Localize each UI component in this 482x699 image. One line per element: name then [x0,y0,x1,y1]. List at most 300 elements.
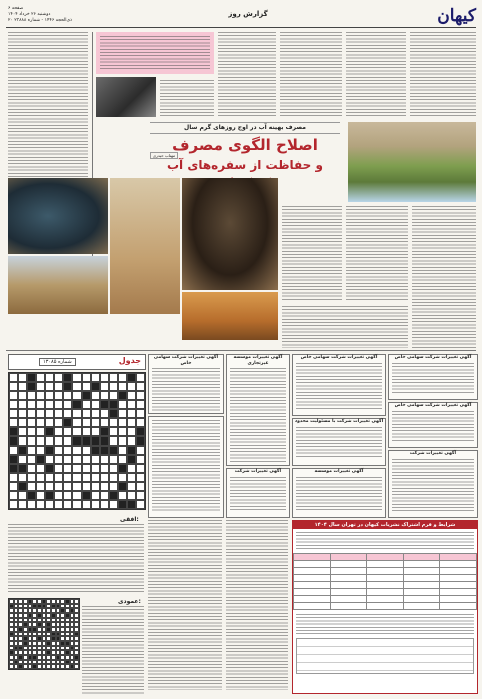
subscription-row [294,561,477,568]
feature-headline-2: و حفاظت از سفره‌های آب [167,158,323,172]
ad-title-9: آگهی تغییرات شرکت سهامی خاص [153,355,219,366]
crossword-cell[interactable] [36,464,45,473]
crossword-cell[interactable] [54,418,63,427]
crossword-cell[interactable] [63,427,72,436]
subscription-cell [294,575,331,582]
crossword-cell[interactable] [91,400,100,409]
logo-text: کیهان [437,6,476,26]
ad-box-8 [226,468,290,518]
crossword-cell[interactable] [118,464,127,473]
crossword-cell[interactable] [18,409,27,418]
crossword-cell[interactable] [100,373,109,382]
crossword-cell[interactable] [36,491,45,500]
masthead-logo [418,6,476,26]
crossword-cell[interactable] [100,500,109,509]
crossword-cell[interactable] [27,473,36,482]
crossword-cell[interactable] [27,427,36,436]
crossword-cell[interactable] [136,473,145,482]
ad-box-9 [148,354,224,414]
subscription-cell [403,596,440,603]
ad-box-2 [388,402,478,448]
subscription-cell [403,603,440,610]
crossword-cell[interactable] [136,427,145,436]
subscription-cell [440,582,477,589]
crossword-cell[interactable] [118,446,127,455]
subscription-cell [367,561,404,568]
crossword-cell[interactable] [9,473,18,482]
feature-author: مهتاب حیدری [150,152,178,159]
crossword-cell[interactable] [127,491,136,500]
crossword-cell[interactable] [54,391,63,400]
crossword-cell[interactable] [27,400,36,409]
crossword-cell[interactable] [109,455,118,464]
crossword-cell[interactable] [91,473,100,482]
crossword-cell[interactable] [91,436,100,445]
crossword-cell[interactable] [82,391,91,400]
crossword-cell[interactable] [54,473,63,482]
crossword-cell[interactable] [9,482,18,491]
crossword-cell[interactable] [72,464,81,473]
subscription-row [294,589,477,596]
crossword-cell[interactable] [109,409,118,418]
ad-body-5 [296,427,382,459]
subscription-cell [294,561,331,568]
crossword-cell[interactable] [82,436,91,445]
crossword-cell[interactable] [9,500,18,509]
crossword-cell[interactable] [82,446,91,455]
crossword-cell[interactable] [118,373,127,382]
article-text-col4 [280,32,342,116]
crossword-cell[interactable] [9,373,18,382]
subscription-cell [403,582,440,589]
crossword-cell[interactable] [82,473,91,482]
crossword-cell[interactable] [18,373,27,382]
subscription-cell [403,568,440,575]
crossword-cell[interactable] [36,400,45,409]
crossword-cell[interactable] [136,436,145,445]
crossword-cell[interactable] [9,400,18,409]
crossword-cell[interactable] [127,500,136,509]
crossword-cell[interactable] [100,436,109,445]
ad-box-3 [388,450,478,518]
crossword-cell[interactable] [109,427,118,436]
crossword-cell[interactable] [82,491,91,500]
crossword-cell[interactable] [36,382,45,391]
crossword-cell[interactable] [27,500,36,509]
crossword-cell[interactable] [36,427,45,436]
crossword-cell[interactable] [72,418,81,427]
crossword-cell[interactable] [45,500,54,509]
crossword-cell[interactable] [45,464,54,473]
crossword-cell[interactable] [118,400,127,409]
crossword-cell[interactable] [9,382,18,391]
crossword-cell[interactable] [127,409,136,418]
crossword-grid[interactable] [8,372,146,510]
subscription-row [294,596,477,603]
pink-info-box [96,32,214,74]
down-label: عمودی: [118,598,141,605]
crossword-cell[interactable] [36,409,45,418]
subscription-cell [440,603,477,610]
subscription-cell [330,554,367,561]
crossword-cell[interactable] [36,373,45,382]
crossword-cell[interactable] [63,455,72,464]
crossword-cell[interactable] [54,427,63,436]
crossword-cell[interactable] [54,436,63,445]
crossword-header [8,354,146,370]
crossword-cell[interactable] [100,455,109,464]
crossword-cell[interactable] [27,382,36,391]
crossword-cell[interactable] [72,500,81,509]
crossword-cell[interactable] [100,464,109,473]
crossword-cell[interactable] [54,446,63,455]
crossword-cell[interactable] [45,436,54,445]
crossword-cell[interactable] [72,391,81,400]
crossword-cell[interactable] [27,491,36,500]
crossword-cell[interactable] [9,418,18,427]
crossword-cell[interactable] [72,473,81,482]
subscription-row [294,568,477,575]
crossword-cell[interactable] [45,482,54,491]
crossword-cell[interactable] [54,491,63,500]
crossword-cell[interactable] [100,482,109,491]
subscription-cell [440,568,477,575]
crossword-cell[interactable] [54,482,63,491]
crossword-cell[interactable] [27,409,36,418]
crossword-cell[interactable] [82,500,91,509]
ad-body-3 [392,459,474,511]
crossword-cell[interactable] [18,446,27,455]
section-divider [6,350,476,351]
crossword-cell[interactable] [91,464,100,473]
crossword-cell[interactable] [54,464,63,473]
crossword-cell[interactable] [118,491,127,500]
crossword-cell[interactable] [100,382,109,391]
feature-text-col3 [412,206,476,348]
crossword-cell[interactable] [54,373,63,382]
crossword-cell[interactable] [91,391,100,400]
crossword-cell[interactable] [45,373,54,382]
crossword-cell[interactable] [63,391,72,400]
crossword-cell[interactable] [36,391,45,400]
crossword-cell[interactable] [18,455,27,464]
crossword-cell[interactable] [45,491,54,500]
crossword-cell[interactable] [91,373,100,382]
crossword-cell[interactable] [36,446,45,455]
crossword-cell[interactable] [127,436,136,445]
left-article-text [8,32,88,294]
crossword-cell[interactable] [127,400,136,409]
crossword-cell[interactable] [82,382,91,391]
crossword-cell[interactable] [136,400,145,409]
crossword-cell[interactable] [63,409,72,418]
crossword-cell[interactable] [72,482,81,491]
crossword-cell[interactable] [9,391,18,400]
crossword-cell[interactable] [18,491,27,500]
subscription-cell [440,589,477,596]
crossword-cell[interactable] [36,482,45,491]
crossword-cell[interactable] [136,464,145,473]
crossword-cell[interactable] [82,427,91,436]
crossword-cell[interactable] [72,373,81,382]
subscription-cell [367,582,404,589]
crossword-cell[interactable] [127,446,136,455]
crossword-cell[interactable] [18,382,27,391]
subscription-cell [367,603,404,610]
crossword-cell[interactable] [45,473,54,482]
crossword-cell[interactable] [100,418,109,427]
crossword-cell[interactable] [45,382,54,391]
crossword-cell[interactable] [18,436,27,445]
bottom-ad-text-1 [148,520,222,690]
crossword-cell[interactable] [136,455,145,464]
crossword-cell[interactable] [136,391,145,400]
crossword-cell[interactable] [100,473,109,482]
crossword-cell[interactable] [127,464,136,473]
crossword-cell[interactable] [63,418,72,427]
ad-box-7 [226,354,290,466]
crossword-cell[interactable] [100,491,109,500]
crossword-cell[interactable] [109,400,118,409]
crossword-cell[interactable] [91,482,100,491]
crossword-cell[interactable] [72,446,81,455]
crossword-cell[interactable] [63,373,72,382]
thumbnail-photo [96,77,156,117]
crossword-cell[interactable] [136,482,145,491]
subscription-cell [440,596,477,603]
crossword-cell[interactable] [100,446,109,455]
down-clues [82,606,144,694]
crossword-cell[interactable] [63,482,72,491]
crossword-cell[interactable] [118,409,127,418]
crossword-cell[interactable] [54,382,63,391]
crossword-cell[interactable] [109,391,118,400]
crossword-cell[interactable] [9,427,18,436]
crossword-cell[interactable] [82,400,91,409]
crossword-cell[interactable] [63,500,72,509]
article-text-col6 [410,32,476,116]
crossword-cell[interactable] [82,418,91,427]
crossword-cell[interactable] [45,391,54,400]
crossword-cell[interactable] [54,500,63,509]
subscription-cell [440,575,477,582]
crossword-cell[interactable] [18,500,27,509]
crossword-cell[interactable] [127,418,136,427]
crossword-cell[interactable] [9,464,18,473]
crossword-cell[interactable] [100,391,109,400]
crossword-cell[interactable] [82,373,91,382]
crossword-cell[interactable] [118,391,127,400]
crossword-cell[interactable] [136,491,145,500]
ad-box-10 [148,416,224,518]
crossword-cell[interactable] [100,409,109,418]
crossword-cell[interactable] [45,400,54,409]
crossword-cell[interactable] [127,455,136,464]
crossword-cell[interactable] [63,464,72,473]
crossword-cell[interactable] [109,482,118,491]
crossword-cell[interactable] [118,382,127,391]
subscription-cell [440,561,477,568]
crossword-cell[interactable] [118,473,127,482]
subscription-cell [367,596,404,603]
crossword-cell[interactable] [82,464,91,473]
crossword-cell[interactable] [63,400,72,409]
crossword-cell[interactable] [45,455,54,464]
crossword-cell[interactable] [136,409,145,418]
crossword-cell[interactable] [127,473,136,482]
crossword-cell[interactable] [54,409,63,418]
crossword-cell[interactable] [9,455,18,464]
crossword-cell[interactable] [127,382,136,391]
crossword-cell[interactable] [109,373,118,382]
subscription-cell [367,575,404,582]
ad-body-6 [296,477,382,511]
crossword-cell[interactable] [109,464,118,473]
crossword-cell[interactable] [72,491,81,500]
crossword-cell[interactable] [27,373,36,382]
crossword-cell[interactable] [18,400,27,409]
crossword-cell[interactable] [91,491,100,500]
subscription-cell [294,568,331,575]
crossword-cell[interactable] [18,418,27,427]
crossword-number: شماره ۱۳۰۸۵ [39,358,76,366]
crossword-cell[interactable] [136,500,145,509]
crossword-cell[interactable] [82,482,91,491]
crossword-cell[interactable] [9,436,18,445]
crossword-cell[interactable] [109,436,118,445]
column-divider [92,32,93,294]
ad-box-6 [292,468,386,518]
crossword-cell[interactable] [18,391,27,400]
crossword-cell[interactable] [63,473,72,482]
ad-title-5: آگهی تغییرات شرکت با مسئولیت محدود [294,419,384,424]
crossword-cell[interactable] [136,418,145,427]
crossword-cell[interactable] [91,409,100,418]
crossword-cell[interactable] [118,436,127,445]
crossword-cell[interactable] [109,446,118,455]
crossword-cell[interactable] [91,500,100,509]
crossword-cell[interactable] [109,418,118,427]
crossword-cell[interactable] [27,446,36,455]
subscription-form-fields[interactable] [296,638,474,674]
crossword-cell[interactable] [18,473,27,482]
ad-title-3: آگهی تغییرات شرکت [409,451,457,456]
crossword-cell[interactable] [54,400,63,409]
crossword-cell[interactable] [82,409,91,418]
crossword-cell[interactable] [127,482,136,491]
crossword-cell[interactable] [72,455,81,464]
article-text-col2b [160,80,214,116]
subscription-table [293,553,477,610]
crossword-cell[interactable] [45,409,54,418]
crossword-cell[interactable] [91,455,100,464]
crossword-cell[interactable] [136,446,145,455]
subscription-form [292,520,478,694]
crossword-cell[interactable] [136,373,145,382]
subscription-cell [294,582,331,589]
photo-underground-water [182,292,278,340]
crossword-cell[interactable] [63,436,72,445]
crossword-cell[interactable] [27,391,36,400]
crossword-cell[interactable] [72,409,81,418]
crossword-cell[interactable] [72,400,81,409]
crossword-cell[interactable] [118,427,127,436]
crossword-cell[interactable] [18,427,27,436]
crossword-cell[interactable] [91,446,100,455]
subscription-row [294,554,477,561]
crossword-cell[interactable] [118,418,127,427]
crossword-cell[interactable] [127,427,136,436]
crossword-cell[interactable] [27,418,36,427]
crossword-cell[interactable] [72,436,81,445]
crossword-cell[interactable] [72,382,81,391]
crossword-cell[interactable] [91,427,100,436]
crossword-cell[interactable] [72,427,81,436]
subscription-cell [440,554,477,561]
crossword-cell[interactable] [27,455,36,464]
crossword-cell[interactable] [118,455,127,464]
crossword-cell[interactable] [36,473,45,482]
crossword-cell[interactable] [127,373,136,382]
crossword-cell[interactable] [36,500,45,509]
crossword-cell[interactable] [63,491,72,500]
feature-kicker-bar [150,122,340,134]
crossword-cell[interactable] [9,491,18,500]
crossword-cell[interactable] [91,418,100,427]
crossword-cell[interactable] [109,491,118,500]
header-rule [6,27,476,28]
crossword-cell[interactable] [100,427,109,436]
crossword-cell[interactable] [136,382,145,391]
crossword-cell[interactable] [27,464,36,473]
photo-old-structure [8,256,108,314]
crossword-cell[interactable] [45,418,54,427]
crossword-cell[interactable] [27,436,36,445]
crossword-cell[interactable] [9,446,18,455]
crossword-cell[interactable] [45,446,54,455]
issue-line: ۲۰ ذی‌الحجه ۱۴۴۶ - شماره ۲۳۸۸۸ [8,18,73,23]
crossword-cell[interactable] [27,482,36,491]
crossword-cell[interactable] [36,455,45,464]
crossword-cell[interactable] [118,482,127,491]
crossword-cell[interactable] [127,391,136,400]
crossword-cell[interactable] [91,382,100,391]
subscription-cell [330,561,367,568]
crossword-cell[interactable] [54,455,63,464]
crossword-cell[interactable] [63,446,72,455]
crossword-cell[interactable] [109,500,118,509]
crossword-cell[interactable] [9,409,18,418]
crossword-cell[interactable] [109,382,118,391]
crossword-cell[interactable] [118,500,127,509]
ad-box-5 [292,418,386,466]
crossword-cell[interactable] [18,482,27,491]
crossword-cell[interactable] [36,418,45,427]
subscription-cell [367,589,404,596]
crossword-cell[interactable] [18,464,27,473]
subscription-cell [294,554,331,561]
crossword-cell[interactable] [100,400,109,409]
subscription-row [294,603,477,610]
crossword-cell[interactable] [45,427,54,436]
ad-title-6: آگهی تغییرات موسسه [314,469,364,474]
ad-body-7 [230,368,286,462]
crossword-cell[interactable] [82,455,91,464]
photo-tunnel-cave [182,178,278,290]
crossword-cell[interactable] [63,382,72,391]
crossword-cell[interactable] [36,436,45,445]
crossword-cell[interactable] [109,473,118,482]
